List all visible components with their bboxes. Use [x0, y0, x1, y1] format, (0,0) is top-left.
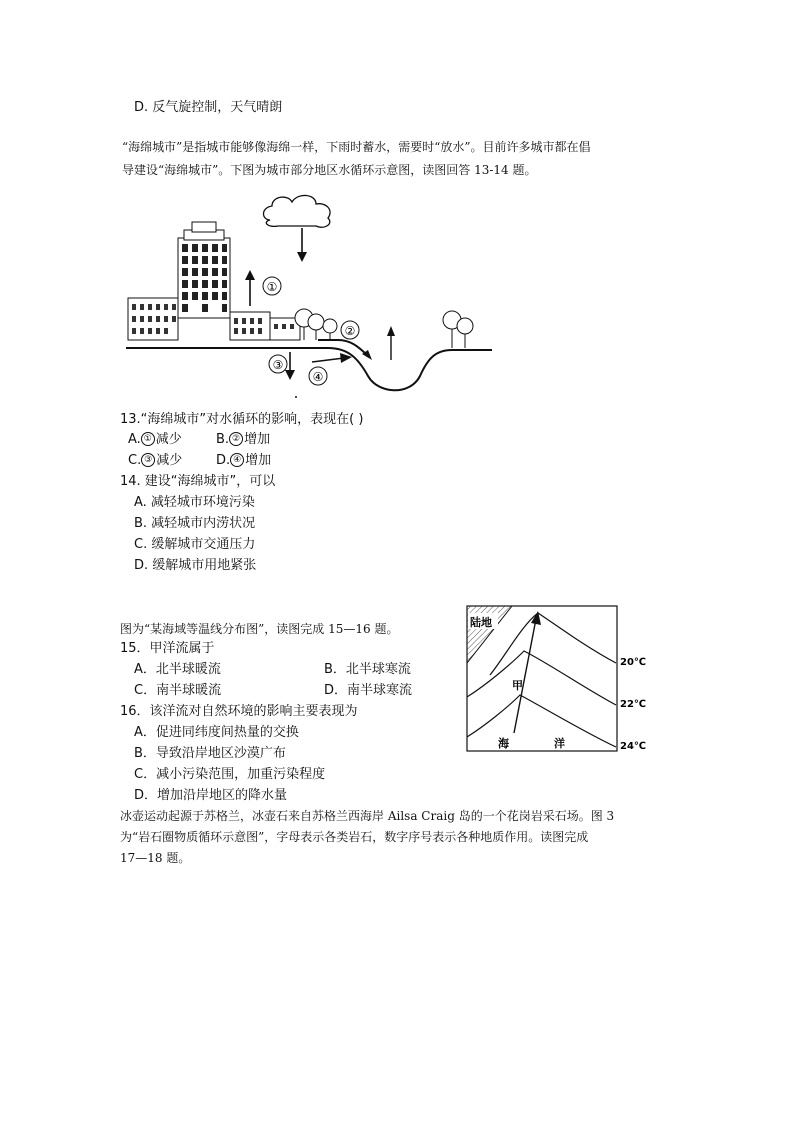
q16-option-b: B．导致沿岸地区沙漠广布	[134, 746, 286, 761]
q15-stem: 15．甲洋流属于	[120, 641, 215, 656]
label-3	[269, 355, 287, 373]
q15-option-a: A．北半球暖流	[134, 662, 221, 677]
q13-option-a: A. ① 减少	[128, 432, 182, 447]
q16-option-c: C．减小污染范围，加重污染程度	[134, 767, 326, 782]
isotherm-map	[466, 605, 676, 753]
curling-intro-line2: 为“岩石圈物质循环示意图”，字母表示各类岩石，数字序号表示各种地质作用。读图完成	[120, 830, 589, 844]
isotherm-22-label: 22℃	[620, 699, 647, 710]
q15-option-b: B．北半球寒流	[324, 662, 411, 677]
q13-option-c: C. ③ 减少	[128, 453, 183, 468]
q16-option-a: A．促进同纬度间热量的交换	[134, 725, 299, 740]
isotherm-24-label: 24℃	[620, 741, 647, 752]
current-label: 甲	[512, 679, 523, 692]
isotherm-20-label: 20℃	[620, 657, 647, 668]
curling-intro-line1: 冰壶运动起源于苏格兰，冰壶石来自苏格兰西海岸 Ailsa Craig 岛的一个花岗岩采石场。图 3	[120, 809, 615, 823]
q14-option-c: C. 缓解城市交通压力	[134, 537, 256, 552]
svg-text:④: ④	[312, 370, 324, 384]
svg-text:③: ③	[272, 358, 284, 372]
label-2	[341, 321, 359, 339]
tree-icon	[295, 309, 473, 348]
land-label: 陆地	[470, 616, 492, 629]
q14-option-b: B. 减轻城市内涝状况	[134, 516, 256, 531]
q15-option-c: C．南半球暖流	[134, 683, 222, 698]
curling-intro-line3: 17—18 题。	[120, 851, 191, 865]
q14-option-d: D. 缓解城市用地紧张	[134, 558, 257, 573]
label-4	[309, 367, 327, 385]
q14-option-a: A. 减轻城市环境污染	[134, 495, 255, 510]
q16-option-d: D．增加沿岸地区的降水量	[134, 788, 288, 803]
water-cycle-diagram	[122, 190, 492, 405]
cloud-icon	[264, 195, 331, 227]
q14-stem: 14. 建设“海绵城市”，可以	[120, 474, 276, 489]
sponge-intro-line1: “海绵城市”是指城市能够像海绵一样，下雨时蓄水，需要时“放水”。目前许多城市都在倡	[122, 140, 591, 154]
ocean-label: 洋	[554, 737, 565, 750]
q13-option-b: B. ② 增加	[216, 432, 271, 447]
svg-text:①: ①	[266, 280, 278, 294]
sponge-intro-line2: 导建设“海绵城市”。下图为城市部分地区水循环示意图，读图回答 13-14 题。	[122, 163, 537, 177]
q16-stem: 16．该洋流对自然环境的影响主要表现为	[120, 704, 358, 719]
q15-option-d: D．南半球寒流	[324, 683, 413, 698]
isotherm-intro: 图为“某海域等温线分布图”，读图完成 15—16 题。	[120, 622, 399, 636]
label-1	[263, 277, 281, 295]
q13-stem: 13.“海绵城市”对水循环的影响，表现在( )	[120, 412, 364, 427]
prev-option-d: D. 反气旋控制，天气晴朗	[134, 100, 283, 115]
svg-text:②: ②	[344, 324, 356, 338]
q13-option-d: D. ④ 增加	[216, 453, 272, 468]
sea-label: 海	[498, 737, 509, 750]
